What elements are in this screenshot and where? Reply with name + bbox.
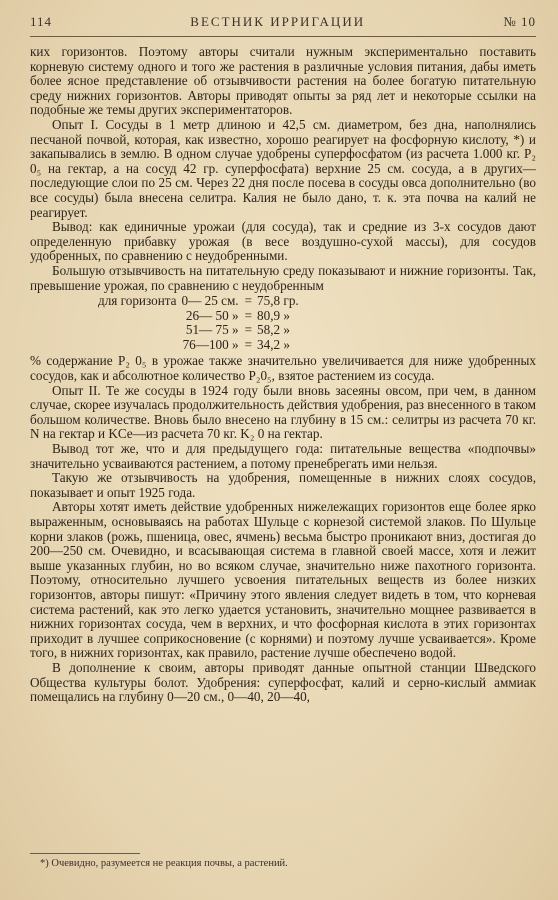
issue-number: № 10 <box>503 14 536 29</box>
page-header <box>30 14 536 37</box>
table-cell-prefix <box>98 323 182 338</box>
depth-yield-table <box>98 294 304 352</box>
table-row <box>98 309 304 324</box>
table-cell-range: 51— 75 » <box>185 322 239 338</box>
table-cell-range: 0— 25 см. <box>181 293 239 309</box>
table-row <box>98 338 304 353</box>
paragraph: Опыт I. Сосуды в 1 метр длиною и 42,5 см. диаметром, без дна, наполнялись песчаной почвой, которая, как известно, хорошо реагирует на фосфорную кислоту, *) и закапывались в землю. В одном случае удобрены суперфосфатом (из расчета 1.000 кг. P₂ 0₅ на гектар, а на сосуд 42 гр. суперфосфата) верхние 25 см. сосуда, а в других—последующие слои по 25 см. Через 22 дня после посева в сосуды овса дополнительно (во все сосуды) была внесена селитра. Калия не было дано, т. к. эта почва на калий не реагирует. <box>30 116 536 220</box>
paragraph: Вывод тот же, что и для предыдущего года: питательные вещества «подпочвы» значительно усваиваются растением, а потому пренебрегать ими нельзя. <box>30 441 536 471</box>
table-cell-eq: = <box>244 293 253 309</box>
table-cell-eq: = <box>244 322 253 338</box>
paragraph: Такую же отзывчивость на удобрения, помещенные в нижних слоях сосудов, показывает и опыт 1925 года. <box>30 470 536 500</box>
table-cell-eq: = <box>244 336 253 352</box>
table-cell-eq: = <box>244 307 253 323</box>
paragraph: Авторы хотят иметь действие удобренных нижележащих горизонтов еще более ярко выраженным, основываясь на работах Шульце с корнезой системой злаков. По Шульце корни злаков (рожь, пшеница, овес, ячмень) весьма быстро проникают вниз, достигая до 200—250 см. Очевидно, и всасывающая система в главной своей массе, хотя и лежит выше указанных глубин, но во всяком случае, значительно ниже пахотного горизонта. Поэтому, относительно лучшего усвоения питательных веществ из более низких горизонтов, авторы пишут: «Причину этого явления следует видеть в том, что корневая система растений, как это легко удается установить, значительно мощнее развивается в нижних горизонтах сосуда, чем в верхних, и что фосфорная кислота в этих горизонтах приходит в лучшее соприкосновение (с корнями) и поэтому лучше усваивается». Кроме того, в нижних горизонтах, как правило, растение лучше обеспечено водой. <box>30 499 536 661</box>
paragraph: Вывод: как единичные урожаи (для сосуда), так и средние из 3-х сосудов дают определенную прибавку урожая (в весе воздушно-сухой массы), для сосудов удобренных, по сравнению с неудобренными. <box>30 219 536 264</box>
table-row <box>98 294 304 309</box>
paragraphs-top <box>30 45 536 293</box>
paragraph: Опыт II. Те же сосуды в 1924 году были вновь засеяны овсом, при чем, в данном случае, скорее изучалась продолжительность действия удобрения, раз внесенного в таком большом количестве. Вновь было внесено на глубину в 15 см.: селитры из расчета 70 кг. N на гектар и KCe—из расчета 70 кг. K₂ 0 на гектар. <box>30 382 536 442</box>
table-row <box>98 323 304 338</box>
paragraph: ких горизонтов. Поэтому авторы считали нужным экспериментально поставить корневую систему одного и того же растения в различные условия питания, дабы иметь более ясное представление об отзывчивости растения на более богатую питательную среду нижних горизонтов. Авторы приводят опыты за ряд лет и некоторые ссылки на подобные же темы других экспериментаторов. <box>30 44 536 118</box>
table-cell-prefix: для горизонта <box>98 293 177 309</box>
footnote-divider <box>30 853 140 854</box>
table-cell-value: 80,9 » <box>257 307 291 323</box>
paragraphs-bottom <box>30 354 536 704</box>
table-cell-value: 75,8 гр. <box>257 293 299 309</box>
table-cell-range: 26— 50 » <box>185 307 239 323</box>
paragraph: % содержание P₂ 0₅ в урожае также значительно увеличивается для ниже удобренных сосудов, как и абсолютное количество P₂0₅, взятое растением из сосуда. <box>30 353 536 384</box>
journal-title: ВЕСТНИК ИРРИГАЦИИ <box>190 14 366 29</box>
table-cell-value: 58,2 » <box>257 322 291 338</box>
footnote: *) Очевидно, разумеется не реакция почвы, а растений. <box>40 858 288 869</box>
paragraph: Большую отзывчивость на питательную среду показывают и нижние горизонты. Так, превышение урожая, по сравнению с неудобренным <box>30 262 536 293</box>
article-body <box>30 45 536 705</box>
table-cell-value: 34,2 » <box>257 336 291 352</box>
table-cell-prefix <box>98 309 182 324</box>
table-cell-range: 76—100 » <box>182 336 239 352</box>
page-number: 114 <box>30 14 53 29</box>
paragraph: В дополнение к своим, авторы приводят данные опытной станции Шведского Общества культуры болот. Удобрения: суперфосфат, калий и серно-кислый аммиак помещались на глубину 0—20 см., 0—40, 20—40, <box>30 659 536 705</box>
table-cell-prefix <box>98 338 182 353</box>
